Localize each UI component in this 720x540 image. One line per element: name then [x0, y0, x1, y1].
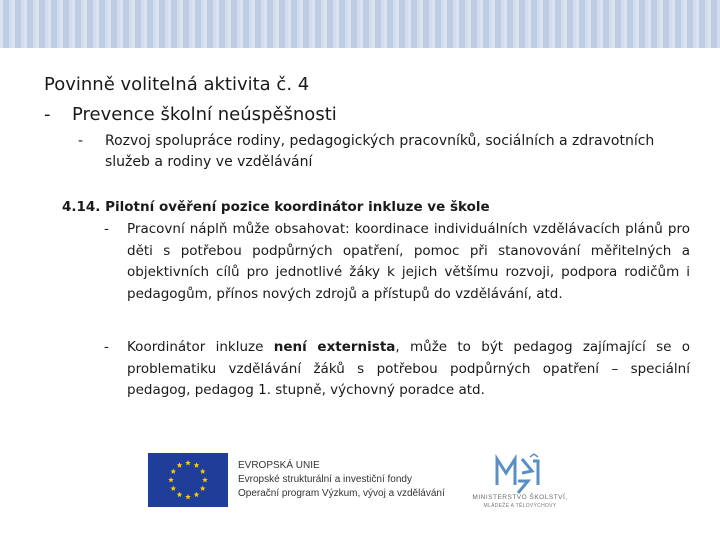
- bullet-text: [104, 337, 690, 402]
- eu-logo-line2: Evropské strukturální a investiční fondy: [238, 474, 412, 485]
- sub-subtitle-text: Rozvoj spolupráce rodiny, pedagogických pracovníků, sociálních a zdravotních služeb a rodiny ve vzdělávání: [105, 133, 655, 170]
- bullet-dash: -: [104, 221, 109, 237]
- header-banner: [0, 0, 720, 48]
- eu-flag-icon: [148, 453, 228, 507]
- eu-logo-line3: Operační program Výzkum, vývoj a vzdělávání: [238, 488, 445, 499]
- msmt-logo-line1: MINISTERSTVO ŠKOLSTVÍ,: [472, 494, 568, 501]
- sub-subtitle-dash: -: [78, 133, 84, 149]
- slide-subtitle: [44, 104, 337, 125]
- bullet-text-part: Koordinátor inkluze: [127, 339, 274, 355]
- bullet-text: Pracovní náplň může obsahovat: koordinace individuálních vzdělávacích plánů pro děti s potřebou podpůrných opatření, pomoc při stanovování měřitelných a objektivních cílů pro jednotlivé žáky k jejich většímu rozvoji, podpora rodičům i pedagogům, přínos nových zdrojů a přístupů do vzdělávání, atd.: [127, 221, 690, 302]
- bullet-item: [104, 219, 690, 305]
- msmt-logo-line2: MLÁDEŽE A TĚLOVÝCHOVY: [483, 503, 557, 509]
- bullet-text-part: , může to být pedagog zajímající se o problematiku vzdělávání žáků s potřebou podpůrných opatření – speciální pedagog, pedagog 1. stupně, výchovný poradce atd.: [127, 339, 690, 398]
- slide-title: Povinně volitelná aktivita č. 4: [44, 74, 310, 95]
- eu-logo-text: [238, 459, 445, 501]
- bullet-dash: -: [104, 339, 109, 355]
- bullet-item: [104, 337, 690, 402]
- sub-subtitle: [78, 131, 678, 173]
- eu-logo-line1: EVROPSKÁ UNIE: [238, 460, 320, 471]
- subtitle-dash: -: [44, 104, 51, 125]
- section-heading: 4.14. Pilotní ověření pozice koordinátor inkluze ve škole: [62, 199, 490, 215]
- subtitle-text: Prevence školní neúspěšnosti: [72, 104, 337, 125]
- bullet-text-bold: není externista: [273, 339, 396, 355]
